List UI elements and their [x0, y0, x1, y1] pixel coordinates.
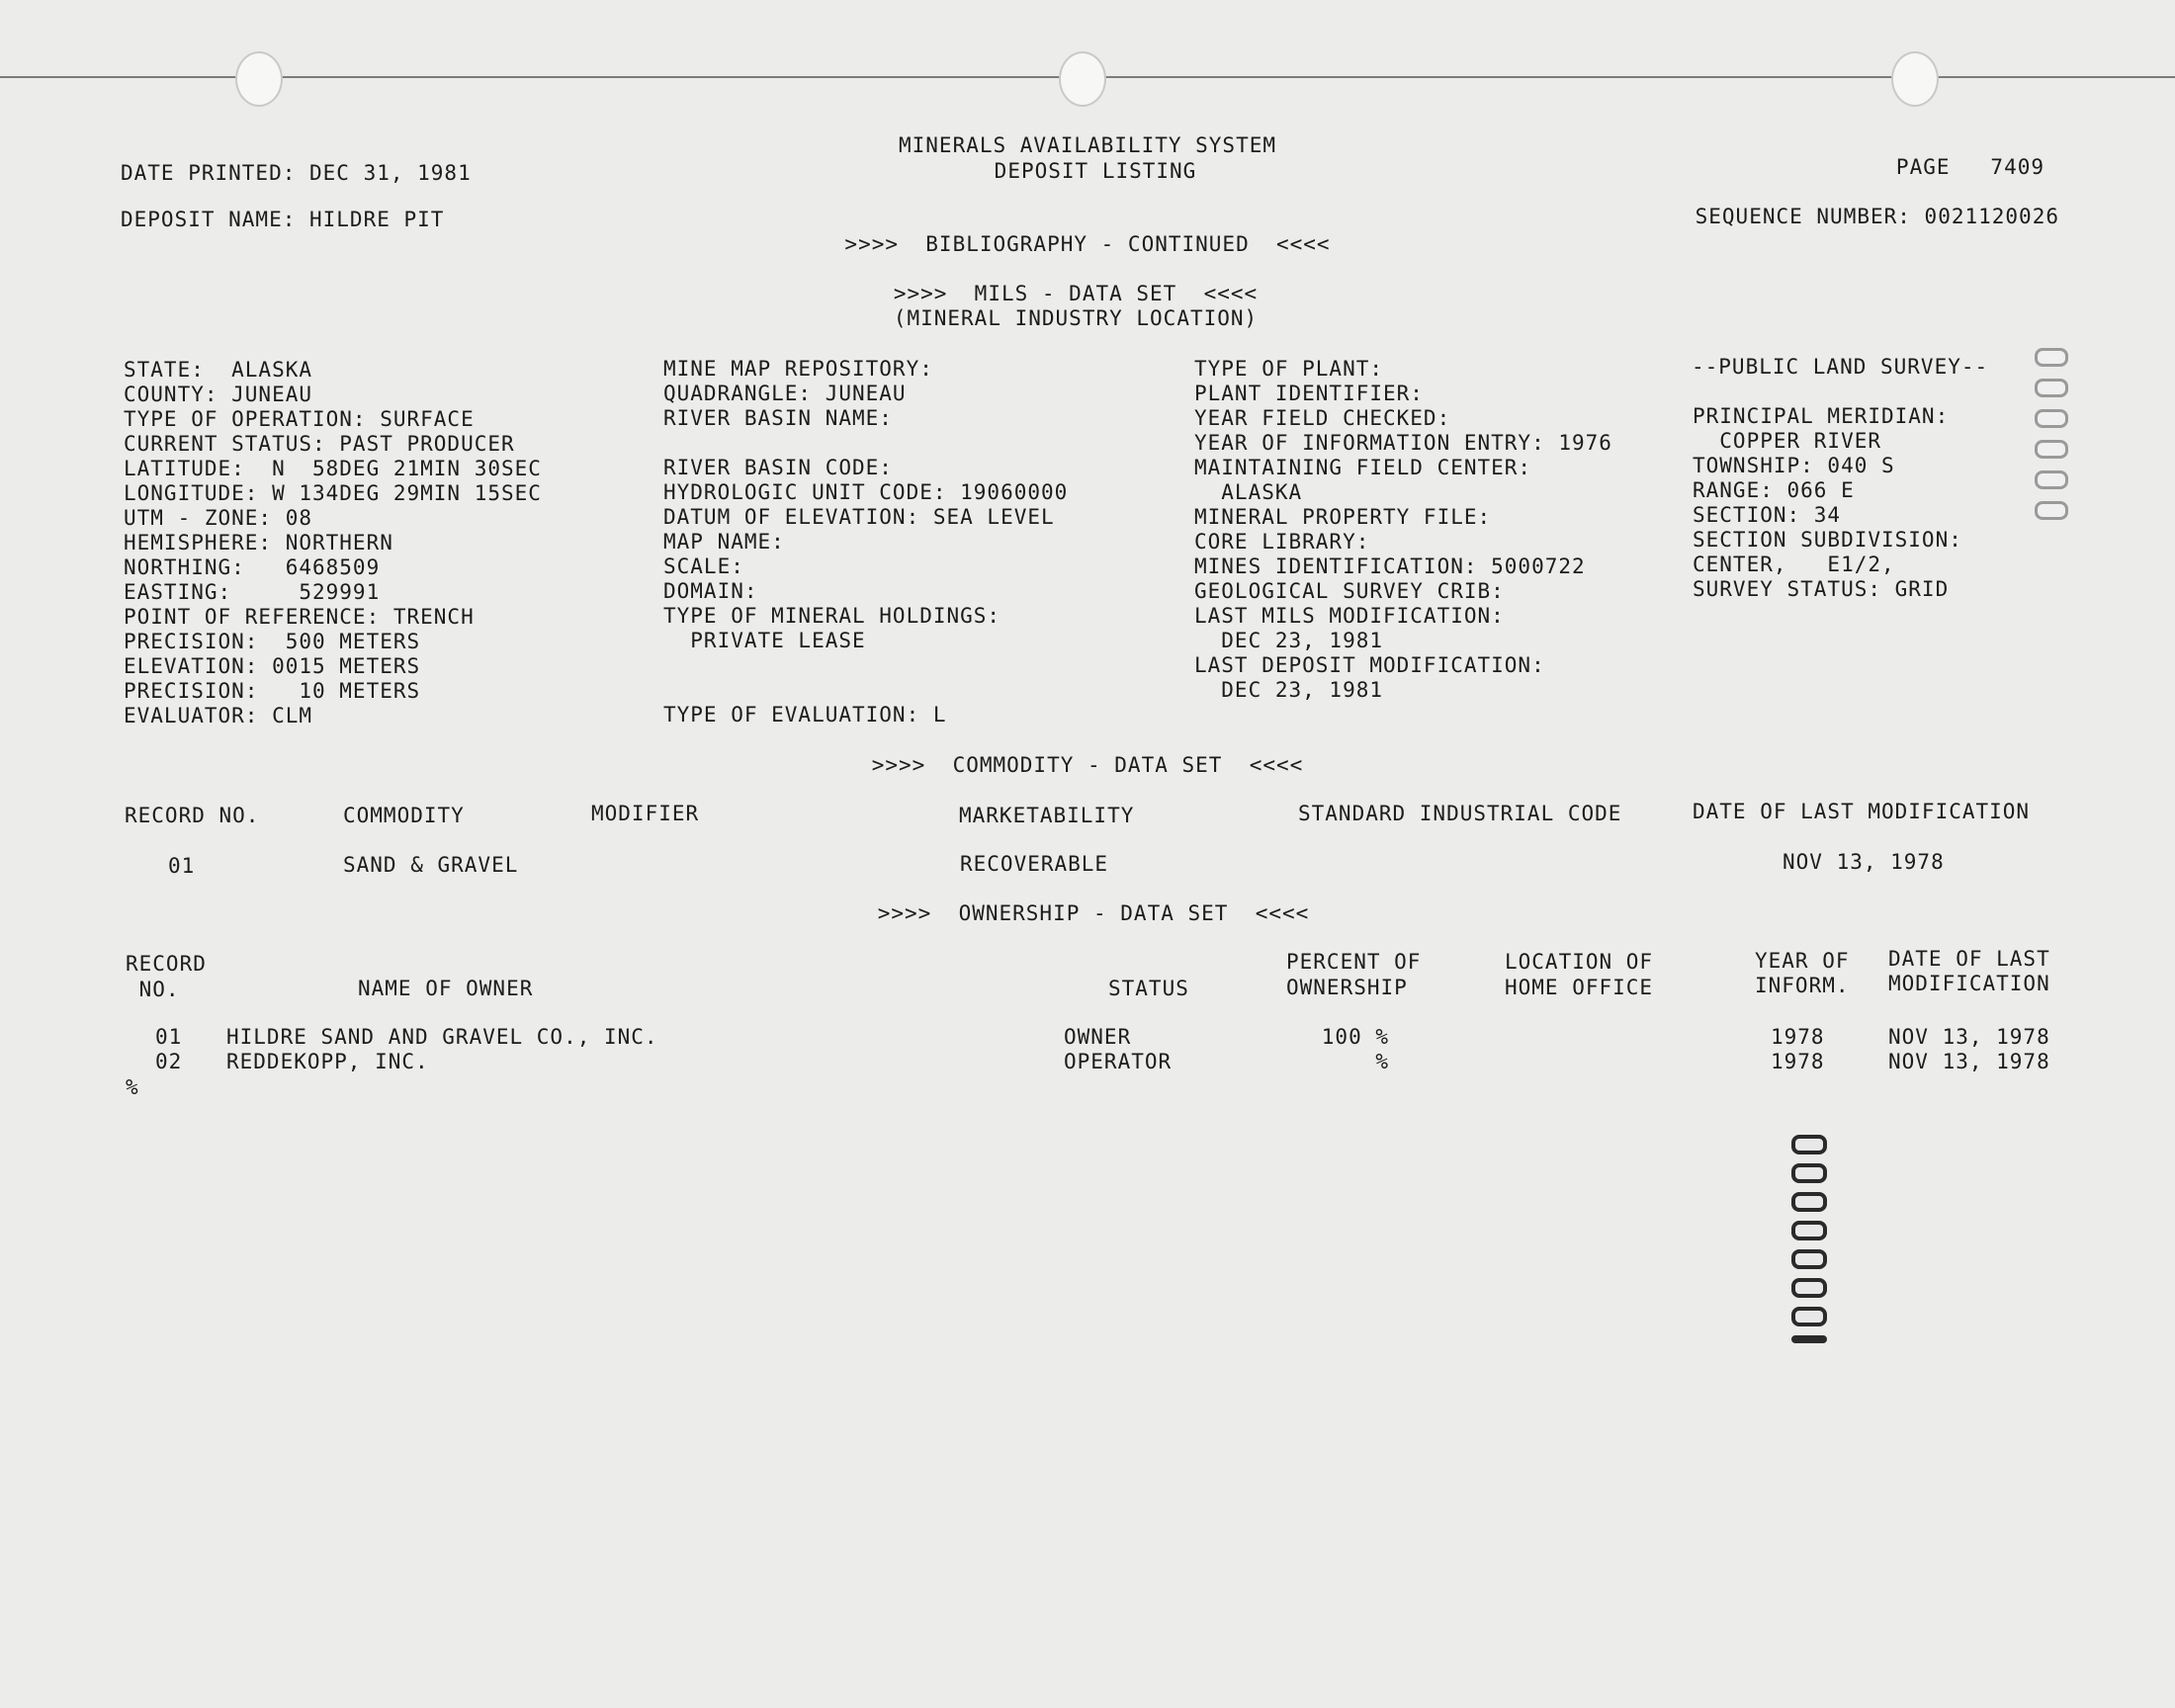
system-title: MINERALS AVAILABILITY SYSTEM [898, 133, 1277, 157]
mils-subtitle: (MINERAL INDUSTRY LOCATION) [893, 306, 1259, 330]
ownership-cell-name: HILDRE SAND AND GRAVEL CO., INC. [226, 1025, 658, 1049]
mils-field: STATE: ALASKA [124, 358, 313, 382]
mils-field: POINT OF REFERENCE: TRENCH [124, 605, 475, 629]
ownership-header-status: STATUS [1108, 977, 1189, 1000]
microfilm-tail-marks [1791, 1135, 1825, 1352]
ownership-banner: >>>> OWNERSHIP - DATA SET <<<< [877, 901, 1310, 925]
commodity-row-commodity: SAND & GRAVEL [343, 853, 519, 877]
ownership-cell-no: 02 [155, 1050, 183, 1073]
ownership-trailer: % [126, 1075, 139, 1099]
mils-field: YEAR OF INFORMATION ENTRY: 1976 [1194, 431, 1612, 455]
mils-field: RANGE: 066 E [1693, 478, 1855, 502]
mils-field: MINES IDENTIFICATION: 5000722 [1194, 555, 1586, 578]
commodity-row-marketability: RECOVERABLE [960, 852, 1109, 876]
ownership-header-inform: INFORM. [1755, 974, 1850, 997]
ownership-header-name: NAME OF OWNER [358, 977, 534, 1000]
mils-field: PRECISION: 10 METERS [124, 679, 421, 703]
mils-field: HEMISPHERE: NORTHERN [124, 531, 393, 555]
mils-field: RIVER BASIN NAME: [663, 406, 893, 430]
commodity-header-marketability: MARKETABILITY [959, 804, 1135, 827]
mils-field: SCALE: [663, 555, 744, 578]
mils-field: PLANT IDENTIFIER: [1194, 382, 1424, 405]
ownership-cell-year: 1978 [1771, 1025, 1825, 1049]
page-number: PAGE 7409 [1895, 155, 2044, 179]
ownership-header-record: RECORD [126, 952, 207, 976]
date-printed: DATE PRINTED: DEC 31, 1981 [121, 161, 472, 185]
commodity-header-sic: STANDARD INDUSTRIAL CODE [1298, 802, 1622, 825]
mils-field: PRINCIPAL MERIDIAN: [1693, 404, 1950, 428]
ownership-cell-year: 1978 [1771, 1050, 1825, 1073]
ownership-cell-date: NOV 13, 1978 [1888, 1025, 2050, 1049]
ownership-header-home-office: HOME OFFICE [1505, 976, 1654, 999]
mils-field: TOWNSHIP: 040 S [1693, 454, 1895, 477]
mils-banner: >>>> MILS - DATA SET <<<< [893, 282, 1259, 305]
mils-field: CORE LIBRARY: [1194, 530, 1370, 554]
binder-hole [1891, 51, 1939, 107]
listing-title: DEPOSIT LISTING [994, 159, 1197, 183]
mils-field: DEC 23, 1981 [1194, 629, 1384, 652]
ownership-header-date-of-last: DATE OF LAST [1888, 947, 2050, 971]
mils-field: HYDROLOGIC UNIT CODE: 19060000 [663, 480, 1069, 504]
mils-field: EVALUATOR: CLM [124, 704, 313, 727]
mils-field: TYPE OF OPERATION: SURFACE [124, 407, 475, 431]
mils-field: RIVER BASIN CODE: [663, 456, 893, 479]
ownership-header-location: LOCATION OF [1505, 950, 1654, 974]
mils-field: SECTION SUBDIVISION: [1693, 528, 1962, 552]
ownership-cell-date: NOV 13, 1978 [1888, 1050, 2050, 1073]
ownership-header-modification: MODIFICATION [1888, 972, 2050, 995]
ownership-cell-no: 01 [155, 1025, 183, 1049]
mils-field: ALASKA [1194, 480, 1303, 504]
mils-field: PRECISION: 500 METERS [124, 630, 421, 653]
mils-field: MAINTAINING FIELD CENTER: [1194, 456, 1532, 479]
mils-field: CURRENT STATUS: PAST PRODUCER [124, 432, 515, 456]
ownership-cell-pct: % [1375, 1050, 1389, 1073]
deposit-name: DEPOSIT NAME: HILDRE PIT [121, 208, 445, 231]
commodity-header-date: DATE OF LAST MODIFICATION [1693, 800, 2031, 823]
mils-field: MAP NAME: [663, 530, 785, 554]
ownership-header-percent: PERCENT OF [1286, 950, 1422, 974]
mils-field: COUNTY: JUNEAU [124, 383, 313, 406]
mils-field: YEAR FIELD CHECKED: [1194, 406, 1451, 430]
commodity-header-commodity: COMMODITY [343, 804, 465, 827]
ownership-cell-pct: 100 % [1321, 1025, 1389, 1049]
mils-field: QUADRANGLE: JUNEAU [663, 382, 907, 405]
ownership-header-ownership: OWNERSHIP [1286, 976, 1408, 999]
mils-field: DOMAIN: [663, 579, 758, 603]
mils-field: PRIVATE LEASE [663, 629, 866, 652]
mils-field: MINERAL PROPERTY FILE: [1194, 505, 1492, 529]
mils-field: --PUBLIC LAND SURVEY-- [1692, 355, 1989, 379]
ownership-cell-status: OWNER [1064, 1025, 1132, 1049]
mils-field: SURVEY STATUS: GRID [1693, 577, 1950, 601]
binder-hole [235, 51, 283, 107]
microfilm-tail-marks [2035, 348, 2070, 532]
mils-field: EASTING: 529991 [124, 580, 381, 604]
mils-field: LATITUDE: N 58DEG 21MIN 30SEC [124, 457, 542, 480]
binder-hole [1059, 51, 1106, 107]
mils-field: TYPE OF PLANT: [1194, 357, 1384, 381]
commodity-header-record-no: RECORD NO. [125, 804, 260, 827]
bibliography-banner: >>>> BIBLIOGRAPHY - CONTINUED <<<< [844, 232, 1331, 256]
mils-field: LAST DEPOSIT MODIFICATION: [1194, 653, 1545, 677]
mils-field: MINE MAP REPOSITORY: [663, 357, 933, 381]
mils-field: TYPE OF EVALUATION: L [663, 703, 947, 726]
mils-field: DATUM OF ELEVATION: SEA LEVEL [663, 505, 1055, 529]
ownership-header-no: NO. [126, 978, 180, 1001]
ownership-cell-name: REDDEKOPP, INC. [226, 1050, 429, 1073]
sequence-number: SEQUENCE NUMBER: 0021120026 [1695, 205, 2059, 228]
commodity-row-date: NOV 13, 1978 [1783, 850, 1945, 874]
mils-field: CENTER, E1/2, [1693, 553, 1895, 576]
mils-field: SECTION: 34 [1693, 503, 1842, 527]
commodity-row-record-no: 01 [168, 854, 196, 878]
mils-field: GEOLOGICAL SURVEY CRIB: [1194, 579, 1505, 603]
ownership-cell-status: OPERATOR [1064, 1050, 1173, 1073]
mils-field: NORTHING: 6468509 [124, 555, 381, 579]
mils-field: ELEVATION: 0015 METERS [124, 654, 421, 678]
mils-field: LONGITUDE: W 134DEG 29MIN 15SEC [124, 481, 542, 505]
mils-field: TYPE OF MINERAL HOLDINGS: [663, 604, 1001, 628]
mils-field: COPPER RIVER [1693, 429, 1882, 453]
commodity-header-modifier: MODIFIER [591, 802, 700, 825]
ownership-header-year: YEAR OF [1755, 949, 1850, 973]
mils-field: LAST MILS MODIFICATION: [1194, 604, 1505, 628]
mils-field: DEC 23, 1981 [1194, 678, 1384, 702]
mils-field: UTM - ZONE: 08 [124, 506, 313, 530]
commodity-banner: >>>> COMMODITY - DATA SET <<<< [871, 753, 1304, 777]
